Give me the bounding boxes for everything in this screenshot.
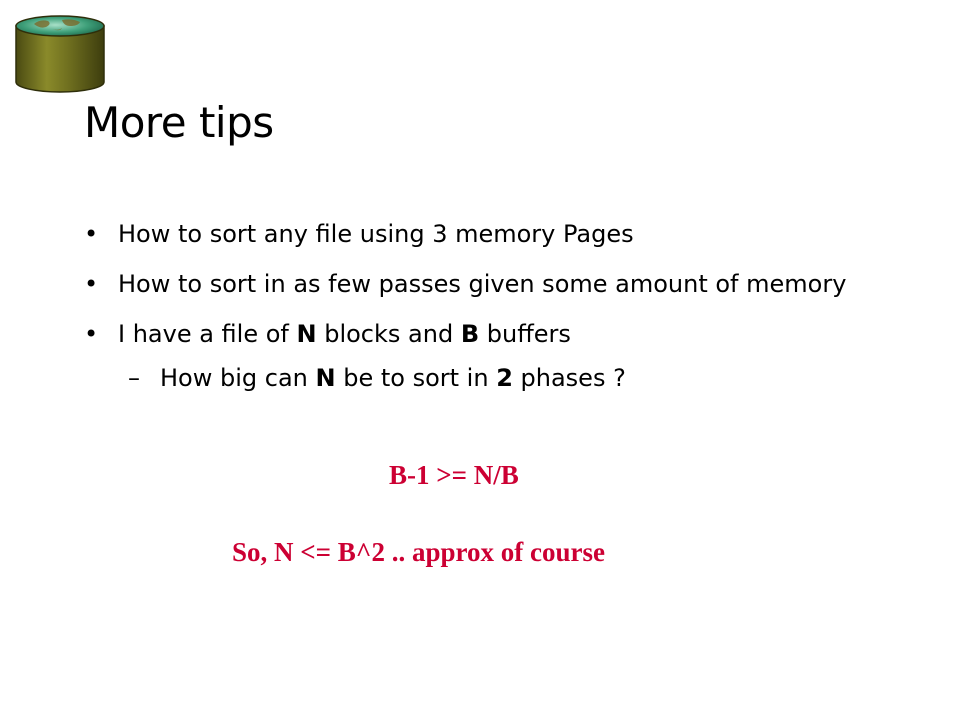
text-run: be to sort in bbox=[335, 364, 497, 392]
text-run: blocks and bbox=[316, 320, 461, 348]
formula-line-2: So, N <= B^2 .. approx of course bbox=[232, 537, 605, 567]
text-run: phases ? bbox=[512, 364, 626, 392]
bullet-item bbox=[84, 218, 904, 250]
bold-run: N bbox=[296, 320, 317, 348]
bold-run: N bbox=[315, 364, 336, 392]
database-globe-icon bbox=[12, 12, 108, 94]
bullet-item bbox=[84, 268, 904, 300]
bold-run: 2 bbox=[496, 364, 513, 392]
sub-bullet-text bbox=[160, 364, 626, 392]
sub-bullet-item bbox=[84, 362, 904, 394]
bullet-dot-icon: • bbox=[84, 220, 99, 248]
bullet-dot-icon: • bbox=[84, 270, 99, 298]
slide-title: More tips bbox=[84, 98, 274, 147]
bullet-text: How to sort any file using 3 memory Pages bbox=[118, 220, 634, 248]
bullet-dot-icon: • bbox=[84, 320, 99, 348]
bullet-text: How to sort in as few passes given some amount of memory bbox=[118, 270, 847, 298]
text-run: I have a file of bbox=[118, 320, 297, 348]
dash-icon: – bbox=[128, 364, 140, 392]
bullet-item bbox=[84, 318, 904, 350]
bullet-text bbox=[118, 320, 571, 348]
text-run: buffers bbox=[479, 320, 571, 348]
bold-run: B bbox=[460, 320, 480, 348]
bullet-list bbox=[84, 218, 904, 394]
text-run: How big can bbox=[160, 364, 316, 392]
formula-line-1: B-1 >= N/B bbox=[389, 460, 519, 490]
